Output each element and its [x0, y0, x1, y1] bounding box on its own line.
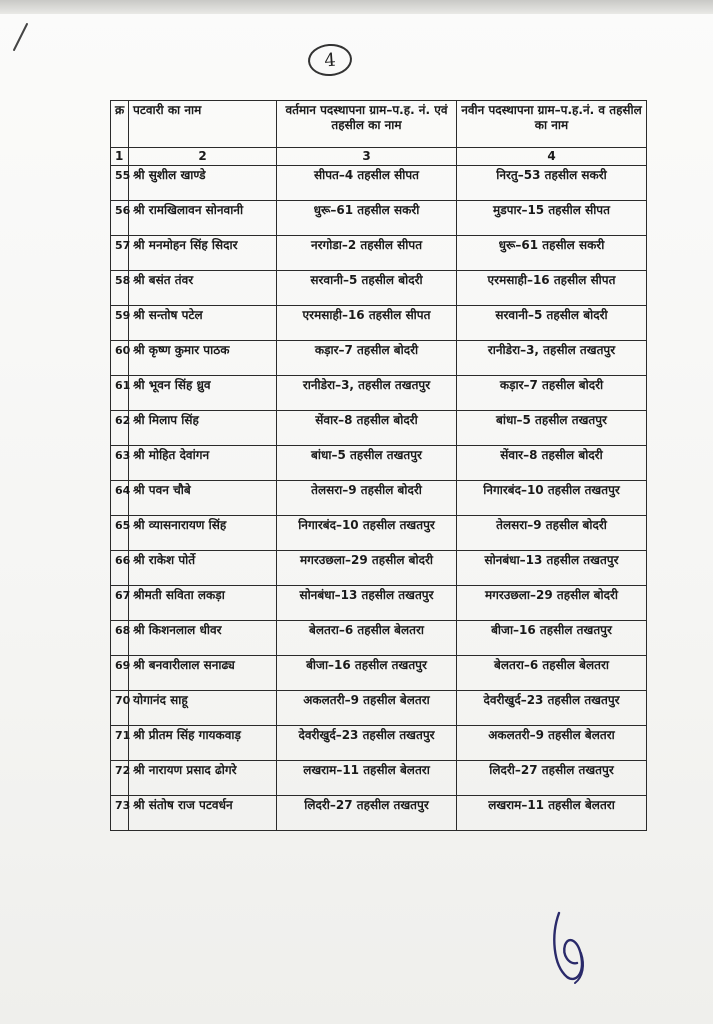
patwari-name-cell: श्री किशनलाल धीवर [129, 621, 277, 656]
header-serial: क्र [111, 101, 129, 148]
patwari-name-cell: योगानंद साहू [129, 691, 277, 726]
serial-number-cell: 55 [111, 166, 129, 201]
new-posting-cell: कड़ार–7 तहसील बोदरी [457, 376, 647, 411]
new-posting-cell: बीजा–16 तहसील तखतपुर [457, 621, 647, 656]
new-posting-cell: सेंवार–8 तहसील बोदरी [457, 446, 647, 481]
patwari-name-cell: श्री पवन चौबे [129, 481, 277, 516]
patwari-name-cell: श्री व्यासनारायण सिंह [129, 516, 277, 551]
current-posting-cell: कड़ार–7 तहसील बोदरी [277, 341, 457, 376]
current-posting-cell: नरगोडा–2 तहसील सीपत [277, 236, 457, 271]
current-posting-cell: सीपत–4 तहसील सीपत [277, 166, 457, 201]
new-posting-cell: मगरउछला–29 तहसील बोदरी [457, 586, 647, 621]
page-number [307, 43, 353, 78]
serial-number-cell: 61 [111, 376, 129, 411]
current-posting-cell: बीजा–16 तहसील तखतपुर [277, 656, 457, 691]
table-row [111, 271, 647, 306]
current-posting-cell: बांधा–5 तहसील तखतपुर [277, 446, 457, 481]
new-posting-cell: लिदरी–27 तहसील तखतपुर [457, 761, 647, 796]
header-new-posting: नवीन पदस्थापना ग्राम–प.ह.नं. व तहसील का नाम [457, 101, 647, 148]
serial-number-cell: 63 [111, 446, 129, 481]
new-posting-cell: निरतु–53 तहसील सकरी [457, 166, 647, 201]
table-row [111, 481, 647, 516]
new-posting-cell: सरवानी–5 तहसील बोदरी [457, 306, 647, 341]
patwari-name-cell: श्री सुशील खाण्डे [129, 166, 277, 201]
table-row [111, 341, 647, 376]
index-cell: 2 [129, 148, 277, 166]
current-posting-cell: मगरउछला–29 तहसील बोदरी [277, 551, 457, 586]
serial-number-cell: 65 [111, 516, 129, 551]
table-row [111, 691, 647, 726]
patwari-name-cell: श्री संतोष राज पटवर्धन [129, 796, 277, 831]
patwari-name-cell: श्री बनवारीलाल सनाढ्य [129, 656, 277, 691]
patwari-name-cell: श्री मनमोहन सिंह सिदार [129, 236, 277, 271]
patwari-name-cell: श्रीमती सविता लकड़ा [129, 586, 277, 621]
new-posting-cell: तेलसरा–9 तहसील बोदरी [457, 516, 647, 551]
transfer-table [110, 100, 647, 831]
current-posting-cell: तेलसरा–9 तहसील बोदरी [277, 481, 457, 516]
serial-number-cell: 68 [111, 621, 129, 656]
table-row [111, 376, 647, 411]
table-header-row [111, 101, 647, 148]
patwari-name-cell: श्री बसंत तंवर [129, 271, 277, 306]
scan-top-edge [0, 0, 713, 14]
index-cell: 1 [111, 148, 129, 166]
current-posting-cell: लिदरी–27 तहसील तखतपुर [277, 796, 457, 831]
table-row [111, 516, 647, 551]
serial-number-cell: 67 [111, 586, 129, 621]
current-posting-cell: देवरीखुर्द–23 तहसील तखतपुर [277, 726, 457, 761]
table-row [111, 621, 647, 656]
table-row [111, 586, 647, 621]
new-posting-cell: धुरू–61 तहसील सकरी [457, 236, 647, 271]
serial-number-cell: 56 [111, 201, 129, 236]
index-cell: 3 [277, 148, 457, 166]
patwari-name-cell: श्री प्रीतम सिंह गायकवाड़ [129, 726, 277, 761]
patwari-name-cell: श्री सन्तोष पटेल [129, 306, 277, 341]
serial-number-cell: 66 [111, 551, 129, 586]
new-posting-cell: रानीडेरा–3, तहसील तखतपुर [457, 341, 647, 376]
new-posting-cell: एरमसाही–16 तहसील सीपत [457, 271, 647, 306]
patwari-name-cell: श्री मिलाप सिंह [129, 411, 277, 446]
patwari-name-cell: श्री कृष्ण कुमार पाठक [129, 341, 277, 376]
new-posting-cell: सोनबंधा–13 तहसील तखतपुर [457, 551, 647, 586]
patwari-name-cell: श्री भूवन सिंह ध्रुव [129, 376, 277, 411]
new-posting-cell: देवरीखुर्द–23 तहसील तखतपुर [457, 691, 647, 726]
serial-number-cell: 62 [111, 411, 129, 446]
new-posting-cell: मुडपार–15 तहसील सीपत [457, 201, 647, 236]
serial-number-cell: 71 [111, 726, 129, 761]
patwari-name-cell: श्री नारायण प्रसाद ढोगरे [129, 761, 277, 796]
current-posting-cell: अकलतरी–9 तहसील बेलतरा [277, 691, 457, 726]
new-posting-cell: अकलतरी–9 तहसील बेलतरा [457, 726, 647, 761]
serial-number-cell: 72 [111, 761, 129, 796]
serial-number-cell: 57 [111, 236, 129, 271]
current-posting-cell: एरमसाही–16 तहसील सीपत [277, 306, 457, 341]
patwari-name-cell: श्री राकेश पोर्ते [129, 551, 277, 586]
table-row [111, 236, 647, 271]
current-posting-cell: निगारबंद–10 तहसील तखतपुर [277, 516, 457, 551]
serial-number-cell: 69 [111, 656, 129, 691]
current-posting-cell: सरवानी–5 तहसील बोदरी [277, 271, 457, 306]
table-row [111, 726, 647, 761]
table-row [111, 411, 647, 446]
pen-mark-icon [10, 22, 30, 52]
new-posting-cell: निगारबंद–10 तहसील तखतपुर [457, 481, 647, 516]
table-row [111, 166, 647, 201]
current-posting-cell: रानीडेरा–3, तहसील तखतपुर [277, 376, 457, 411]
table-row [111, 796, 647, 831]
serial-number-cell: 60 [111, 341, 129, 376]
serial-number-cell: 73 [111, 796, 129, 831]
table-row [111, 551, 647, 586]
serial-number-cell: 70 [111, 691, 129, 726]
page-number-text: 4 [323, 49, 337, 71]
current-posting-cell: धुरू–61 तहसील सकरी [277, 201, 457, 236]
current-posting-cell: सोनबंधा–13 तहसील तखतपुर [277, 586, 457, 621]
serial-number-cell: 58 [111, 271, 129, 306]
patwari-name-cell: श्री मोहित देवांगन [129, 446, 277, 481]
serial-number-cell: 64 [111, 481, 129, 516]
table-row [111, 201, 647, 236]
current-posting-cell: बेलतरा–6 तहसील बेलतरा [277, 621, 457, 656]
signature-mark [545, 905, 595, 985]
current-posting-cell: सेंवार–8 तहसील बोदरी [277, 411, 457, 446]
header-current-posting: वर्तमान पदस्थापना ग्राम–प.ह. नं. एवं तहसील का नाम [277, 101, 457, 148]
column-index-row [111, 148, 647, 166]
new-posting-cell: लखराम–11 तहसील बेलतरा [457, 796, 647, 831]
new-posting-cell: बांधा–5 तहसील तखतपुर [457, 411, 647, 446]
index-cell: 4 [457, 148, 647, 166]
current-posting-cell: लखराम–11 तहसील बेलतरा [277, 761, 457, 796]
table-row [111, 306, 647, 341]
patwari-name-cell: श्री रामखिलावन सोनवानी [129, 201, 277, 236]
table-row [111, 446, 647, 481]
serial-number-cell: 59 [111, 306, 129, 341]
new-posting-cell: बेलतरा–6 तहसील बेलतरा [457, 656, 647, 691]
table-row [111, 656, 647, 691]
header-name: पटवारी का नाम [129, 101, 277, 148]
table-row [111, 761, 647, 796]
